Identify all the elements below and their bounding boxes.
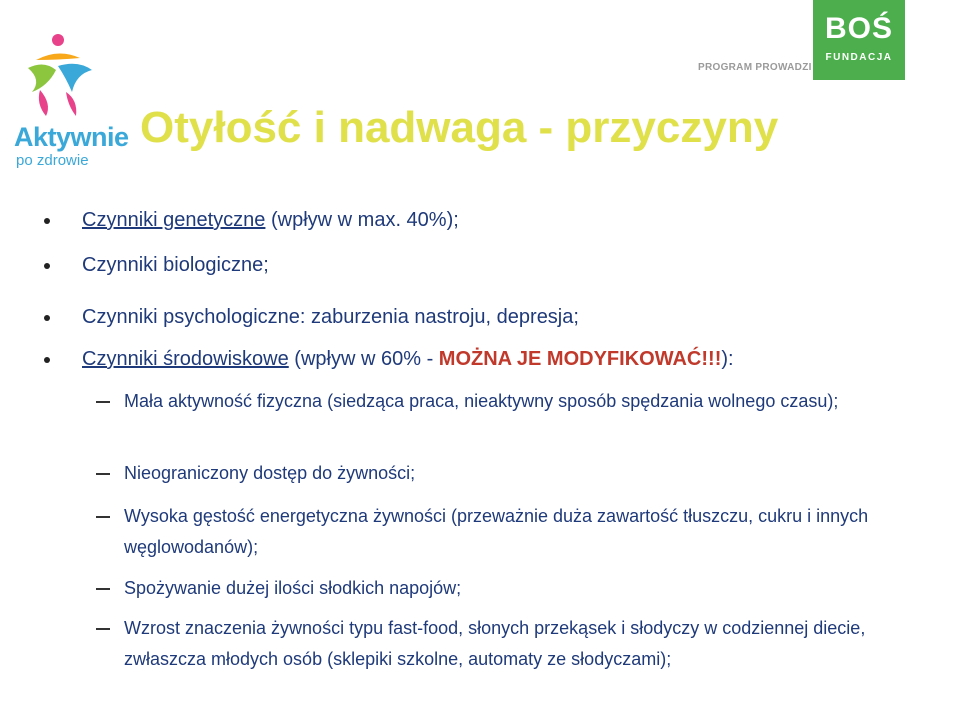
logo-tagline: po zdrowie [16,152,89,169]
bos-subtitle: FUNDACJA [825,52,893,63]
sub-item-text: Wzrost znaczenia żywności typu fast-food, słonych przekąsek i słodyczy w codziennej diecie, zwłaszcza młodych osób (sklepiki szkolne, automaty ze słodyczami); [124,618,866,669]
sub-item-density [124,501,924,563]
bullet-biological [82,254,269,277]
bullet-dot-icon [44,315,50,321]
bullet-dot-icon [44,218,50,224]
program-text: PROGRAM PROWADZI [698,62,812,73]
sub-item-text: Mała aktywność fizyczna (siedząca praca, nieaktywny sposób spędzania wolnego czasu); [124,391,839,411]
bullet-heading: Czynniki psychologiczne: [82,306,306,328]
bullet-text-end: ): [721,348,734,370]
figures-icon [18,30,108,120]
sub-item-text: Nieograniczony dostęp do żywności; [124,463,416,483]
bullet-text: (wpływ w max. 40%); [265,209,459,231]
sub-item-fastfood [124,613,924,675]
sub-item-activity [124,386,924,417]
bullet-heading: Czynniki genetyczne [82,209,266,231]
bullet-dot-icon [44,357,50,363]
dash-icon [96,401,110,403]
dash-icon [96,588,110,590]
bullet-heading: Czynniki biologiczne; [82,254,269,276]
dash-icon [96,628,110,630]
sub-item-drinks [124,573,924,604]
aktywnie-logo [10,30,130,170]
dash-icon [96,516,110,518]
slide-title: Otyłość i nadwaga - przyczyny [140,103,779,152]
logo-name: Aktywnie [14,122,129,152]
bullet-genetic [82,209,459,232]
bullet-dot-icon [44,263,50,269]
bullet-text: (wpływ w 60% - [288,348,439,370]
bos-title: BOŚ [824,12,893,45]
bullet-heading: Czynniki środowiskowe [82,348,289,370]
bos-logo [813,0,905,80]
bullet-emphasis: MOŻNA JE MODYFIKOWAĆ!!! [438,348,722,370]
sub-item-text: Spożywanie dużej ilości słodkich napojów; [124,578,462,598]
dash-icon [96,473,110,475]
sub-item-text: Wysoka gęstość energetyczna żywności (przeważnie duża zawartość tłuszczu, cukru i innych węglowodanów); [124,506,869,557]
bullet-environmental [82,348,734,371]
bullet-psychological [82,306,579,329]
sub-item-access [124,458,924,489]
bullet-text: zaburzenia nastroju, depresja; [305,306,579,328]
